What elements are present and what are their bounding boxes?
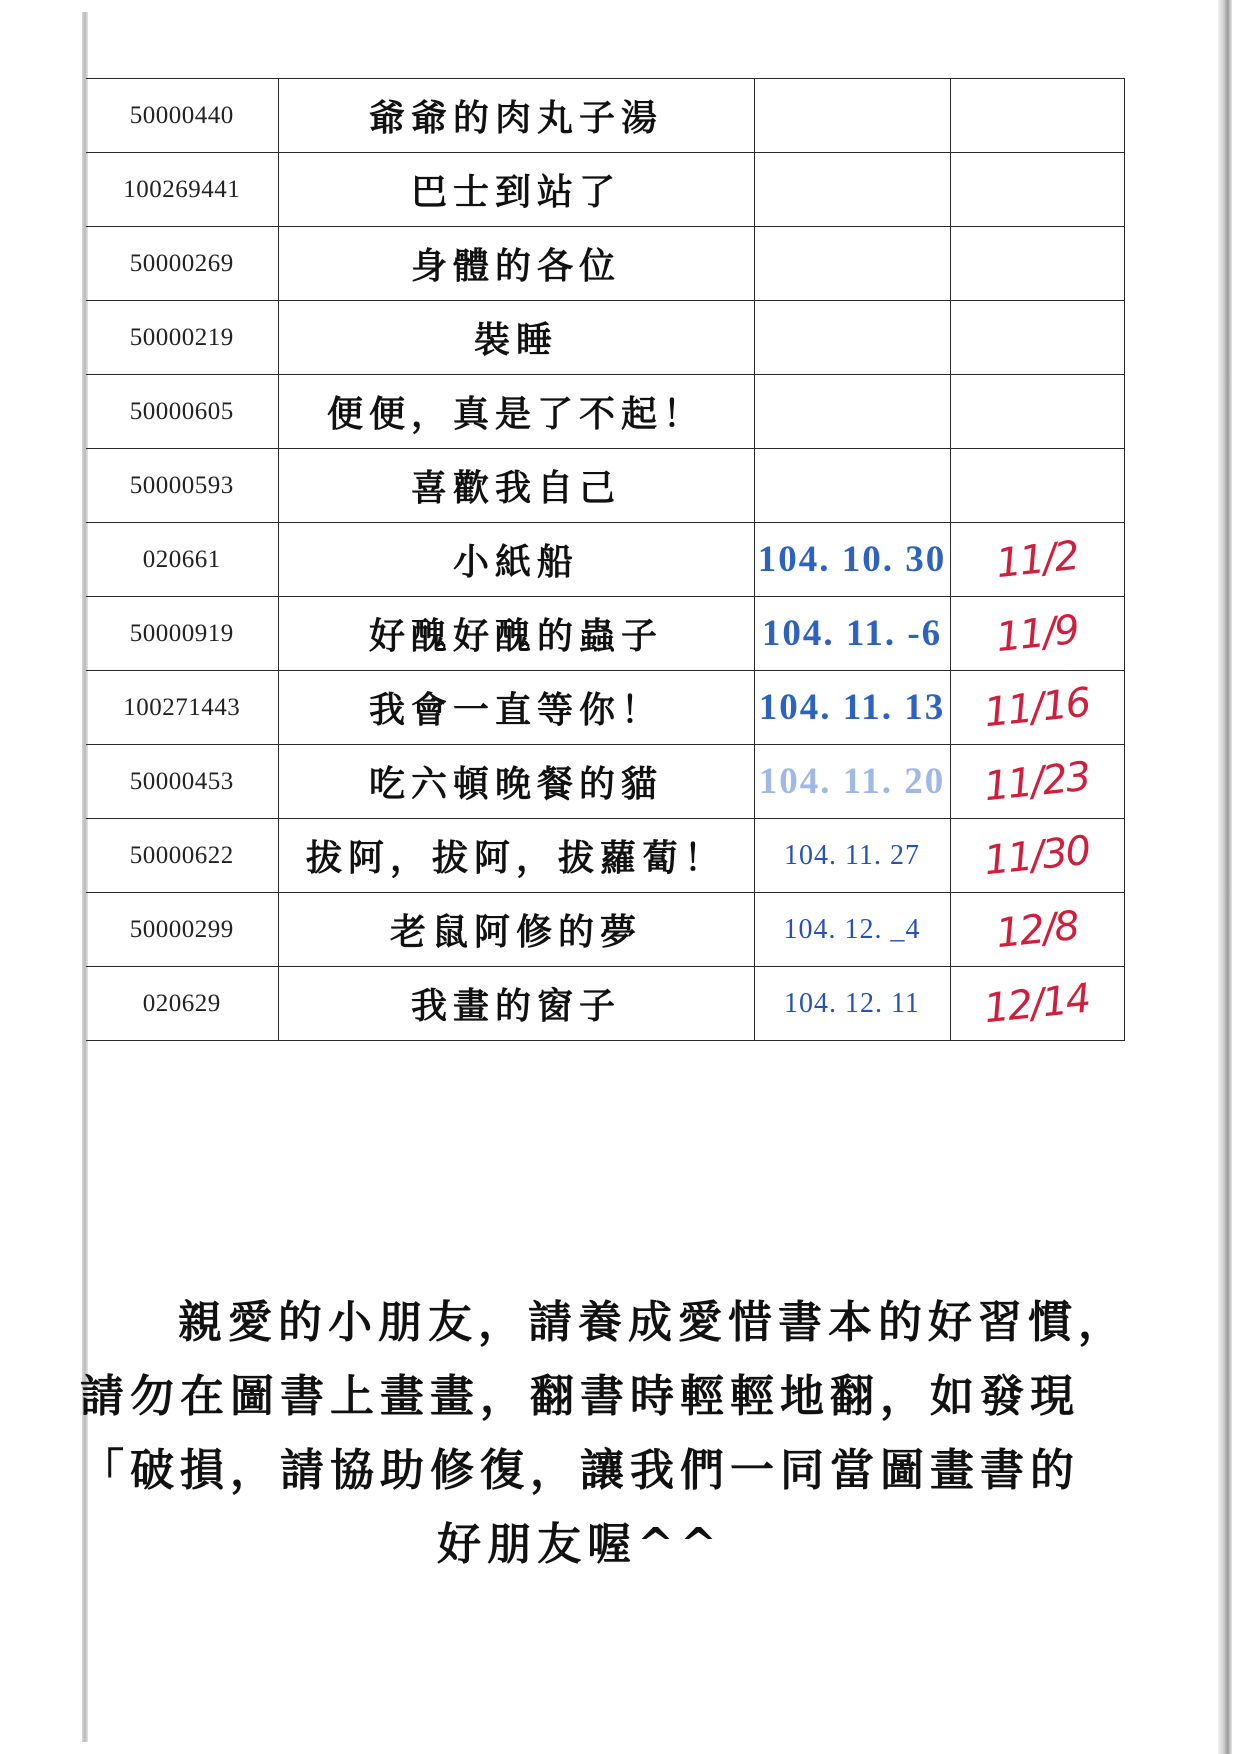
loan-date-stamp: 104. 11. 20 bbox=[758, 761, 946, 802]
notice-line: 請勿在圖書上畫畫，翻書時輕輕地翻，如發現 bbox=[80, 1371, 1080, 1422]
book-id-cell bbox=[86, 597, 278, 671]
book-title: 喜歡我自己 bbox=[410, 467, 621, 509]
book-id-cell bbox=[86, 819, 278, 893]
book-id-cell bbox=[86, 375, 278, 449]
table-row bbox=[86, 375, 1124, 449]
book-title: 拔阿，拔阿，拔蘿蔔！ bbox=[305, 837, 726, 879]
page-binding-right bbox=[1218, 0, 1232, 1754]
table-row bbox=[86, 79, 1124, 153]
book-id: 020661 bbox=[142, 545, 221, 573]
return-date-cell bbox=[950, 153, 1124, 227]
loan-date-cell bbox=[754, 79, 950, 153]
book-title-cell bbox=[278, 79, 754, 153]
loan-date-cell bbox=[754, 597, 950, 671]
return-date: 11/23 bbox=[982, 753, 1092, 810]
book-title-cell bbox=[278, 597, 754, 671]
book-title: 老鼠阿修的夢 bbox=[389, 911, 642, 953]
return-date-cell bbox=[950, 893, 1124, 967]
table-row bbox=[86, 745, 1124, 819]
book-title-cell bbox=[278, 967, 754, 1041]
return-date-cell bbox=[950, 597, 1124, 671]
book-id: 50000622 bbox=[129, 841, 234, 869]
book-title-cell bbox=[278, 301, 754, 375]
table-row bbox=[86, 597, 1124, 671]
loan-date-cell bbox=[754, 523, 950, 597]
loan-date-cell bbox=[754, 301, 950, 375]
loan-date-stamp: 104. 10. 30 bbox=[757, 539, 947, 580]
loan-date-stamp: 104. 11. 27 bbox=[784, 839, 920, 871]
book-title-cell bbox=[278, 375, 754, 449]
loan-date-stamp: 104. 12. _4 bbox=[783, 913, 921, 945]
book-title: 便便，真是了不起！ bbox=[326, 393, 705, 435]
table-row bbox=[86, 153, 1124, 227]
loan-date-cell bbox=[754, 819, 950, 893]
return-date: 12/8 bbox=[993, 902, 1081, 957]
table-row bbox=[86, 893, 1124, 967]
book-title: 爺爺的肉丸子湯 bbox=[368, 97, 663, 139]
book-id-cell bbox=[86, 893, 278, 967]
return-date-cell bbox=[950, 967, 1124, 1041]
loan-date-cell bbox=[754, 745, 950, 819]
book-id: 50000919 bbox=[129, 619, 234, 647]
book-id: 50000605 bbox=[129, 397, 234, 425]
return-date-cell bbox=[950, 79, 1124, 153]
book-title: 我會一直等你！ bbox=[368, 689, 663, 731]
loan-date-cell bbox=[754, 671, 950, 745]
return-date-cell bbox=[950, 819, 1124, 893]
book-id: 50000269 bbox=[129, 249, 234, 277]
return-date-cell bbox=[950, 301, 1124, 375]
book-id: 50000453 bbox=[129, 767, 234, 795]
book-title: 吃六頓晚餐的貓 bbox=[368, 763, 663, 805]
book-title-cell bbox=[278, 671, 754, 745]
notice-line: 「破損，請協助修復，讓我們一同當圖畫書的 bbox=[80, 1445, 1080, 1496]
book-title-cell bbox=[278, 745, 754, 819]
book-id: 020629 bbox=[142, 989, 221, 1017]
loan-date-cell bbox=[754, 153, 950, 227]
book-id-cell bbox=[86, 301, 278, 375]
table-row bbox=[86, 967, 1124, 1041]
book-title: 好醜好醜的蟲子 bbox=[368, 615, 663, 657]
book-id: 100271443 bbox=[123, 693, 241, 721]
table-row bbox=[86, 819, 1124, 893]
care-notice bbox=[80, 1286, 1140, 1582]
loan-date-stamp: 104. 11. -6 bbox=[761, 613, 943, 654]
book-title-cell bbox=[278, 523, 754, 597]
book-title-cell bbox=[278, 449, 754, 523]
book-id: 50000440 bbox=[129, 101, 234, 129]
table-row bbox=[86, 301, 1124, 375]
loan-date-cell bbox=[754, 375, 950, 449]
book-id: 50000219 bbox=[129, 323, 234, 351]
book-title: 裝睡 bbox=[473, 319, 558, 361]
loan-date-cell bbox=[754, 893, 950, 967]
notice-line: 好朋友喔^^ bbox=[437, 1519, 723, 1570]
return-date: 11/9 bbox=[993, 606, 1081, 661]
loan-date-cell bbox=[754, 227, 950, 301]
return-date-cell bbox=[950, 449, 1124, 523]
return-date-cell bbox=[950, 745, 1124, 819]
book-id: 100269441 bbox=[123, 175, 241, 203]
return-date-cell bbox=[950, 227, 1124, 301]
book-id-cell bbox=[86, 967, 278, 1041]
table-row bbox=[86, 671, 1124, 745]
table-row bbox=[86, 227, 1124, 301]
table-row bbox=[86, 523, 1124, 597]
book-id-cell bbox=[86, 153, 278, 227]
notice-line: 親愛的小朋友，請養成愛惜書本的好習慣， bbox=[178, 1297, 1128, 1348]
book-title-cell bbox=[278, 819, 754, 893]
loan-date-stamp: 104. 11. 13 bbox=[758, 687, 946, 728]
return-date: 11/30 bbox=[982, 827, 1092, 884]
book-id-cell bbox=[86, 79, 278, 153]
book-title-cell bbox=[278, 227, 754, 301]
borrowing-log-table bbox=[86, 78, 1125, 1041]
loan-date-cell bbox=[754, 449, 950, 523]
return-date-cell bbox=[950, 375, 1124, 449]
book-id-cell bbox=[86, 745, 278, 819]
book-id-cell bbox=[86, 449, 278, 523]
table-row bbox=[86, 449, 1124, 523]
loan-date-cell bbox=[754, 967, 950, 1041]
book-title: 身體的各位 bbox=[410, 245, 621, 287]
book-title: 巴士到站了 bbox=[410, 171, 621, 213]
book-id: 50000299 bbox=[129, 915, 234, 943]
book-title-cell bbox=[278, 153, 754, 227]
book-title: 我畫的窗子 bbox=[410, 985, 621, 1027]
book-id: 50000593 bbox=[129, 471, 234, 499]
return-date: 11/16 bbox=[982, 679, 1092, 736]
book-title: 小紙船 bbox=[452, 541, 579, 583]
return-date-cell bbox=[950, 523, 1124, 597]
return-date: 11/2 bbox=[993, 532, 1081, 587]
book-id-cell bbox=[86, 227, 278, 301]
return-date-cell bbox=[950, 671, 1124, 745]
return-date: 12/14 bbox=[982, 975, 1092, 1032]
book-id-cell bbox=[86, 523, 278, 597]
loan-date-stamp: 104. 12. 11 bbox=[784, 987, 920, 1019]
book-title-cell bbox=[278, 893, 754, 967]
book-id-cell bbox=[86, 671, 278, 745]
